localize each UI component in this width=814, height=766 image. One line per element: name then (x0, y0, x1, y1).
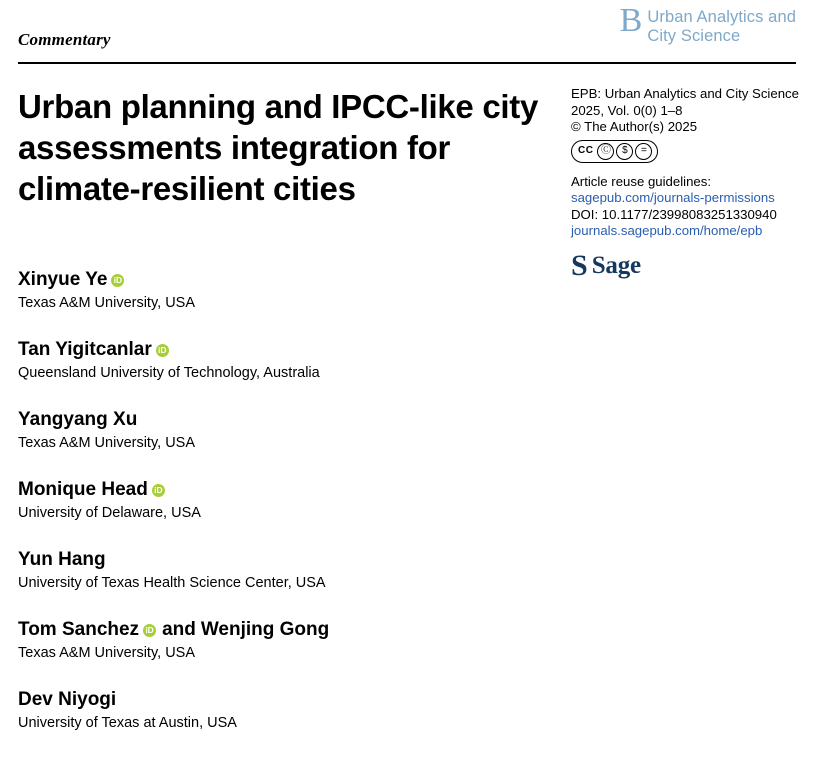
journal-name-line2: City Science (647, 27, 741, 45)
author-entry (18, 549, 796, 592)
author-entry (18, 479, 796, 522)
cc-by-icon: Ⓒ (597, 143, 614, 160)
author-name: Tan Yigitcanlar (18, 339, 152, 361)
author-entry (18, 409, 796, 452)
journal-citation: EPB: Urban Analytics and City Science (571, 86, 799, 102)
author-conjunction: and (162, 619, 196, 641)
author-name-row (18, 339, 796, 361)
author-name-row (18, 689, 796, 711)
cc-nc-icon: $ (616, 143, 633, 160)
volume-line: 2025, Vol. 0(0) 1–8 (571, 102, 683, 118)
orcid-icon[interactable] (152, 484, 165, 497)
author-entry (18, 689, 796, 732)
doi-line: DOI: 10.1177/23998083251330940 (571, 206, 777, 222)
copyright-line: © The Author(s) 2025 (571, 119, 698, 135)
sage-mark-icon: S (571, 248, 588, 282)
reuse-label: Article reuse guidelines: (571, 173, 712, 189)
page-header (18, 0, 796, 62)
journal-home-link[interactable]: journals.sagepub.com/home/epb (571, 223, 763, 239)
author-name: Yangyang Xu (18, 409, 138, 431)
cc-nd-icon: = (635, 143, 652, 160)
journal-logo-mark: B (619, 2, 643, 39)
author-entry (18, 619, 796, 662)
orcid-icon[interactable] (156, 344, 169, 357)
author-name-row (18, 619, 796, 641)
orcid-icon[interactable] (111, 274, 124, 287)
author-name-row (18, 479, 796, 501)
author-name: Tom Sanchez (18, 619, 140, 641)
author-affiliation: Texas A&M University, USA (18, 645, 196, 662)
publisher-logo (571, 248, 796, 282)
author-name-secondary: Wenjing Gong (200, 619, 330, 641)
author-name: Xinyue Ye (18, 269, 108, 291)
permissions-link[interactable]: sagepub.com/journals-permissions (571, 190, 775, 206)
author-affiliation: Texas A&M University, USA (18, 435, 196, 452)
header-divider (18, 62, 796, 64)
journal-name (647, 6, 796, 46)
journal-logo (619, 2, 796, 46)
page-title: Urban planning and IPCC-like city assessments integration for climate-resilient cities (18, 88, 539, 208)
author-name-row (18, 409, 796, 431)
creative-commons-icon (571, 140, 658, 163)
author-affiliation: University of Texas at Austin, USA (18, 715, 237, 732)
cc-label: CC (578, 144, 594, 156)
author-affiliation: University of Delaware, USA (18, 505, 201, 522)
author-entry (18, 339, 796, 382)
publisher-name: Sage (591, 251, 641, 279)
author-name: Yun Hang (18, 549, 106, 571)
orcid-icon[interactable] (143, 624, 156, 637)
author-affiliation: Queensland University of Technology, Australia (18, 365, 320, 382)
author-name: Dev Niyogi (18, 689, 117, 711)
author-list (18, 269, 796, 732)
section-label: Commentary (18, 30, 111, 49)
author-name-row (18, 549, 796, 571)
author-name: Monique Head (18, 479, 148, 501)
author-affiliation: University of Texas Health Science Center, USA (18, 575, 326, 592)
journal-name-line1: Urban Analytics and (647, 8, 796, 26)
author-affiliation: Texas A&M University, USA (18, 295, 196, 312)
article-metadata (571, 86, 799, 282)
